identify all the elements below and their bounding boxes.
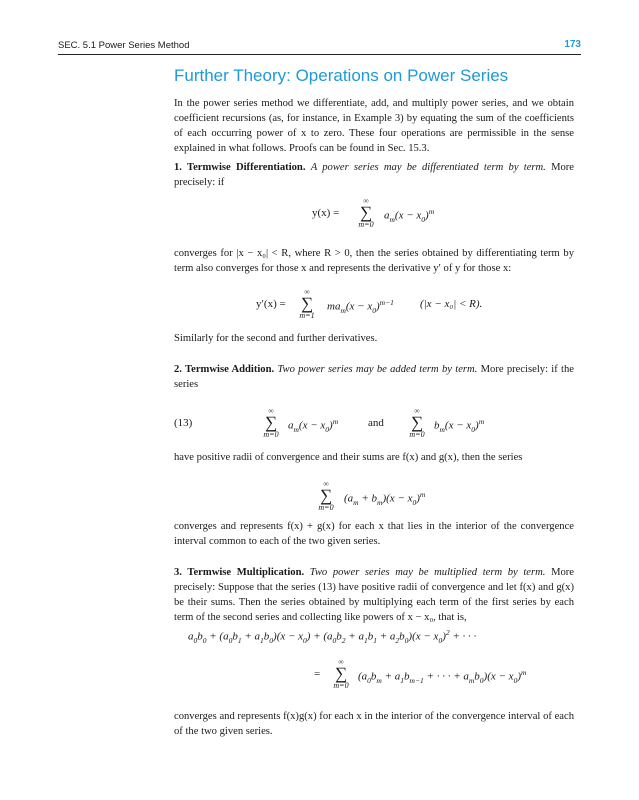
eq-derivative [256,298,286,310]
sum-upper: ∞ [414,406,420,415]
section-label: SEC. 5.1 Power Series Method [58,40,190,51]
sec2-paragraph [174,362,574,392]
sec3-statement: Two power series may be multiplied term by term. [309,567,546,578]
sec1-paragraph [174,160,574,190]
eq-product-sum: ($a_0b_m + a_1b_{m-1}$ + · · · + $a_mb_0)(x - x_0)^m$ [358,668,527,685]
sum-lower: m=0 [409,430,425,439]
sec2-heading: 2. Termwise Addition. [174,364,275,375]
equals-sign: = [314,668,321,680]
sum-upper: ∞ [363,196,369,205]
sec2-after: More precisely: if the series [174,364,574,390]
intro-paragraph: In the power series method we differentiate, add, and multiply power series, and we obtain coefficient recursions (as, for instance, in Example 3) by equating the sum of the coefficients of each occurring power of x to zero. These four operations are permissible in the sense explained in what follows. Proofs can be found in Sec. 15.3. [174,98,574,154]
sum-lower: m=0 [318,503,334,512]
eq-sum-term: $(a_m + b_m)(x - x_0)^m$ [344,490,426,507]
sum-lower: m=0 [263,430,279,439]
sec3-closing: converges and represents f(x)g(x) for each x in the interior of the convergence interval of each of the two given series. [174,711,574,737]
sigma-glyph: ∑ [319,486,333,505]
running-header [58,38,581,54]
sum-symbol [311,480,341,513]
sum-upper: ∞ [268,406,274,415]
sum-symbol [256,407,286,440]
sec1-cond: converges for |x − x₀| < R, where R > 0, then the series obtained by differentiating term by term also converges for those x and represents the derivative y′ of y for those x: [174,248,574,274]
eq-product-expansion: $a_0b_0 + (a_0b_1 + a_1b_0)(x - x_0) + (a_0b_2 + a_1b_1 + a_2b_0)(x - x_0)^2$ + · · · [188,628,477,645]
eq1-term: $a_m(x - x_0)^m$ [384,207,435,224]
sec3-paragraph [174,565,574,625]
eq2-term: $ma_m(x - x_0)^{m-1}$ [327,298,394,315]
sum-symbol [402,407,432,440]
sum-lower: m=0 [358,220,374,229]
sec1-closing: Similarly for the second and further derivatives. [174,333,378,344]
eq-y-series [312,207,339,219]
sigma-glyph: ∑ [334,664,348,683]
eq2-cond: (|x − x₀| < R). [420,298,483,310]
sec2-closing: converges and represents f(x) + g(x) for each x that lies in the interior of the convergence interval common to each of the two given series. [174,521,574,547]
sec3-after: More precisely: Suppose that the series (13) have positive radii of convergence and let f(x) and g(x) be their sums. Then the series obtained by multiplying each term of the first series by each term of the second series and collecting like powers of x − x₀, that is, [174,567,575,623]
eq13-a-term: $a_m(x - x_0)^m$ [288,417,339,434]
page-number: 173 [564,39,581,50]
sigma-glyph: ∑ [410,413,424,432]
header-rule [58,54,581,55]
eq1-lhs: y(x) = [312,207,340,219]
eq13-b-term: $b_m(x - x_0)^m$ [434,417,485,434]
sum-symbol [326,658,356,691]
sec3-heading: 3. Termwise Multiplication. [174,567,305,578]
eq2-lhs: y′(x) = [256,298,286,310]
eq13-label: (13) [174,417,193,429]
sigma-glyph: ∑ [300,294,314,313]
sum-upper: ∞ [304,287,310,296]
sum-symbol [292,288,322,321]
sec2-statement: Two power series may be added term by term. [277,364,478,375]
and-word: and [368,417,384,429]
section-title: Further Theory: Operations on Power Series [174,66,509,85]
sum-symbol [351,197,381,230]
sec2-cond: have positive radii of convergence and their sums are f(x) and g(x), then the series [174,452,523,463]
sigma-glyph: ∑ [264,413,278,432]
sec1-statement: A power series may be differentiated term by term. [310,162,546,173]
sum-upper: ∞ [323,479,329,488]
sum-lower: m=1 [299,311,315,320]
sum-lower: m=0 [333,681,349,690]
sigma-glyph: ∑ [359,203,373,222]
sec1-after: More precisely: if [174,162,575,188]
sum-upper: ∞ [338,657,344,666]
sec1-heading: 1. Termwise Differentiation. [174,162,306,173]
